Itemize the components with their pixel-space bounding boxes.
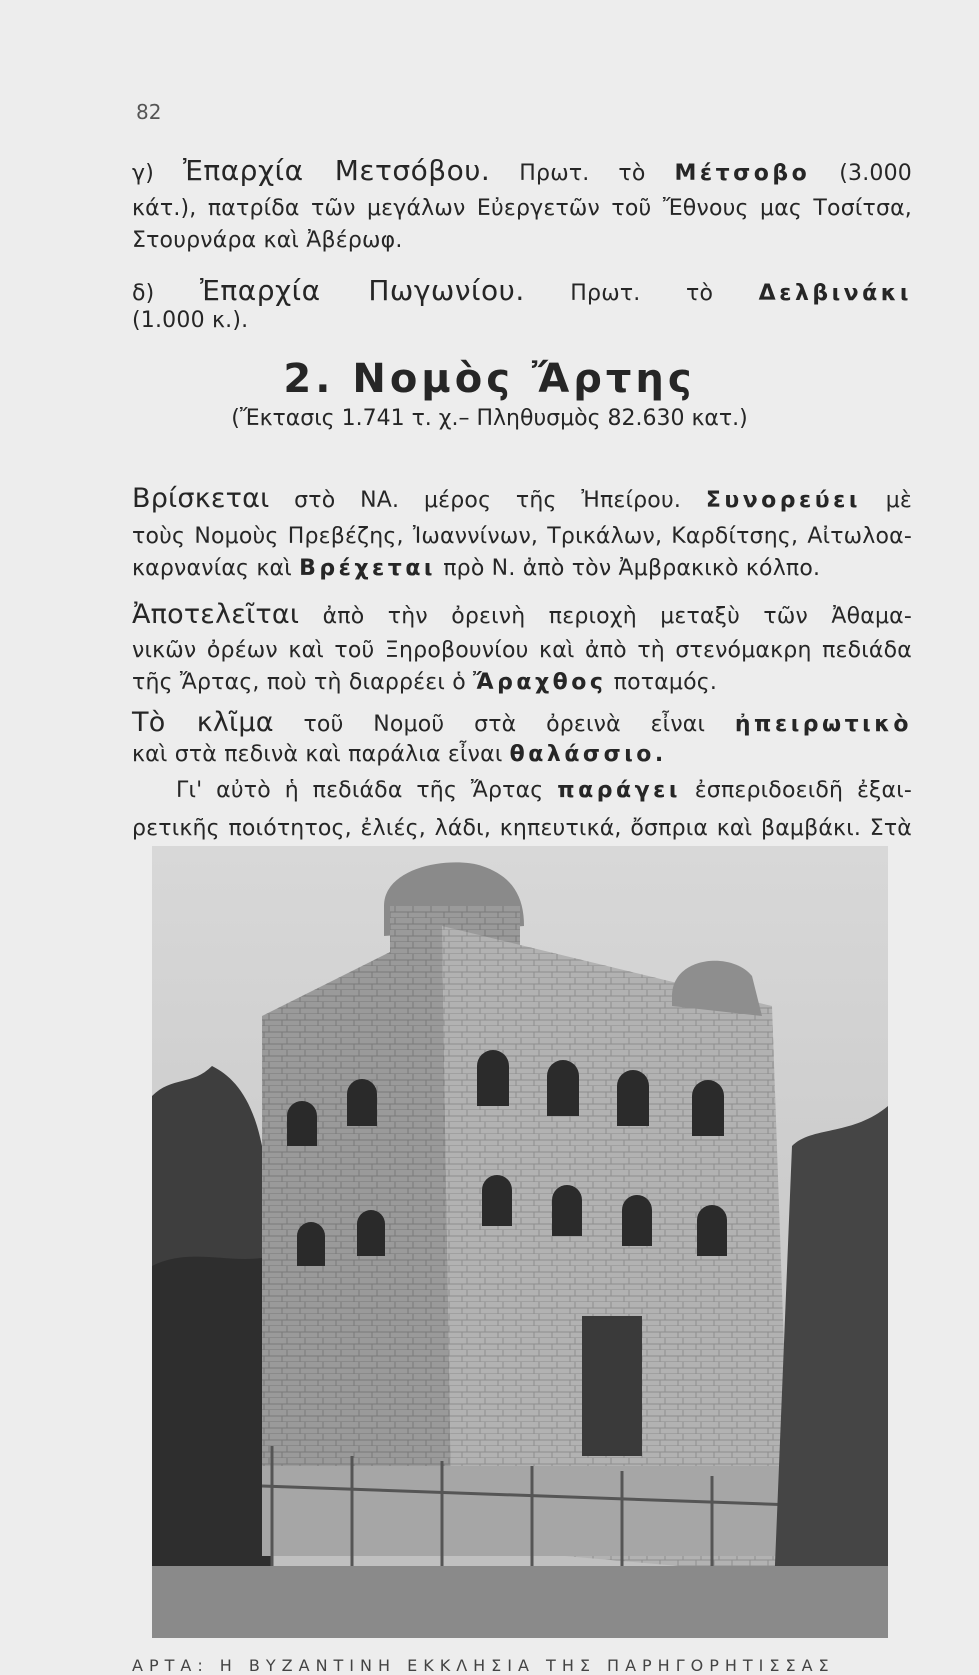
p3-line-2: καὶ στὰ πεδινὰ καὶ παράλια εἶναι θαλάσσιο. bbox=[132, 742, 667, 767]
p2-line-1: Ἀποτελεῖται ἀπὸ τὴν ὀρεινὴ περιοχὴ μεταξὺ τῶν Ἀθαμα- bbox=[132, 599, 912, 630]
delta-heading: Ἐπαρχία Πωγωνίου. bbox=[200, 274, 525, 307]
figure-caption: ΑΡΤΑ: Η ΒΥΖΑΝΤΙΝΗ ΕΚΚΛΗΣΙΑ ΤΗΣ ΠΑΡΗΓΟΡΗΤΙΣΣΑΣ bbox=[132, 1656, 835, 1675]
p4-line-1: Γι' αὐτὸ ἡ πεδιάδα τῆς Ἄρτας παράγει ἐσπεριδοειδῆ ἐξαι- bbox=[176, 778, 912, 803]
church-photo-illustration bbox=[152, 846, 888, 1638]
p1-line-2: τοὺς Νομοὺς Πρεβέζης, Ἰωαννίνων, Τρικάλων, Καρδίτσης, Αἰτωλοα- bbox=[132, 524, 912, 549]
gamma-line-3: Στουρνάρα καὶ Ἀβέρωφ. bbox=[132, 228, 403, 253]
p4-keyword-paragei: παράγει bbox=[557, 778, 681, 803]
p2-line-2: νικῶν ὀρέων καὶ τοῦ Ξηροβουνίου καὶ ἀπὸ τὴ στενόμακρη πεδιάδα bbox=[132, 638, 912, 663]
section-title: 2. Νομὸς Ἄρτης bbox=[283, 356, 696, 402]
p1-keyword-briksetai: Βρίσκεται bbox=[132, 483, 270, 514]
p1-keyword-synoreuei: Συνορεύει bbox=[705, 488, 861, 513]
p1-line-3: καρνανίας καὶ Βρέχεται πρὸ Ν. ἀπὸ τὸν Ἀμβρακικὸ κόλπο. bbox=[132, 556, 821, 581]
church-photo bbox=[152, 846, 888, 1638]
p3-line-1: Τὸ κλῖμα τοῦ Νομοῦ στὰ ὀρεινὰ εἶναι ἠπειρωτικὸ bbox=[132, 707, 912, 738]
p2-keyword-apoteleitai: Ἀποτελεῖται bbox=[132, 599, 300, 630]
p4-line-2: ρετικῆς ποιότητος, ἐλιές, λάδι, κηπευτικά, ὄσπρια καὶ βαμβάκι. Στὰ bbox=[132, 816, 912, 841]
page-number: 82 bbox=[136, 100, 162, 124]
delta-capital: Δελβινάκι bbox=[758, 281, 912, 306]
gamma-capital: Μέτσοβο bbox=[674, 161, 811, 186]
gamma-heading: Ἐπαρχία Μετσόβου. bbox=[182, 154, 491, 187]
p2-line-3: τῆς Ἄρτας, ποὺ τὴ διαρρέει ὁ Ἄραχθος ποταμός. bbox=[132, 670, 718, 695]
p3-keyword-klima: Τὸ κλῖμα bbox=[132, 707, 274, 738]
section-subtitle: (Ἔκτασις 1.741 τ. χ.– Πληθυσμὸς 82.630 κατ.) bbox=[231, 406, 748, 431]
p1-keyword-vrechetai: Βρέχεται bbox=[299, 556, 437, 581]
p3-keyword-ipeirotiko: ἠπειρωτικὸ bbox=[734, 712, 912, 737]
delta-line-1: δ) Ἐπαρχία Πωγωνίου. Πρωτ. τὸ Δελβινάκι bbox=[132, 274, 912, 307]
gamma-line-2: κάτ.), πατρίδα τῶν μεγάλων Εὐεργετῶν τοῦ Ἔθνους μας Τοσίτσα, bbox=[132, 196, 912, 221]
gamma-line-1: γ) Ἐπαρχία Μετσόβου. Πρωτ. τὸ Μέτσοβο (3.000 bbox=[132, 154, 912, 187]
p1-line-1: Βρίσκεται στὸ ΝΑ. μέρος τῆς Ἠπείρου. Συνορεύει μὲ bbox=[132, 483, 912, 514]
delta-line-2: (1.000 κ.). bbox=[132, 308, 249, 333]
p2-keyword-arachthos: Ἄραχθος bbox=[473, 670, 607, 695]
p3-keyword-thalassio: θαλάσσιο. bbox=[509, 742, 667, 767]
